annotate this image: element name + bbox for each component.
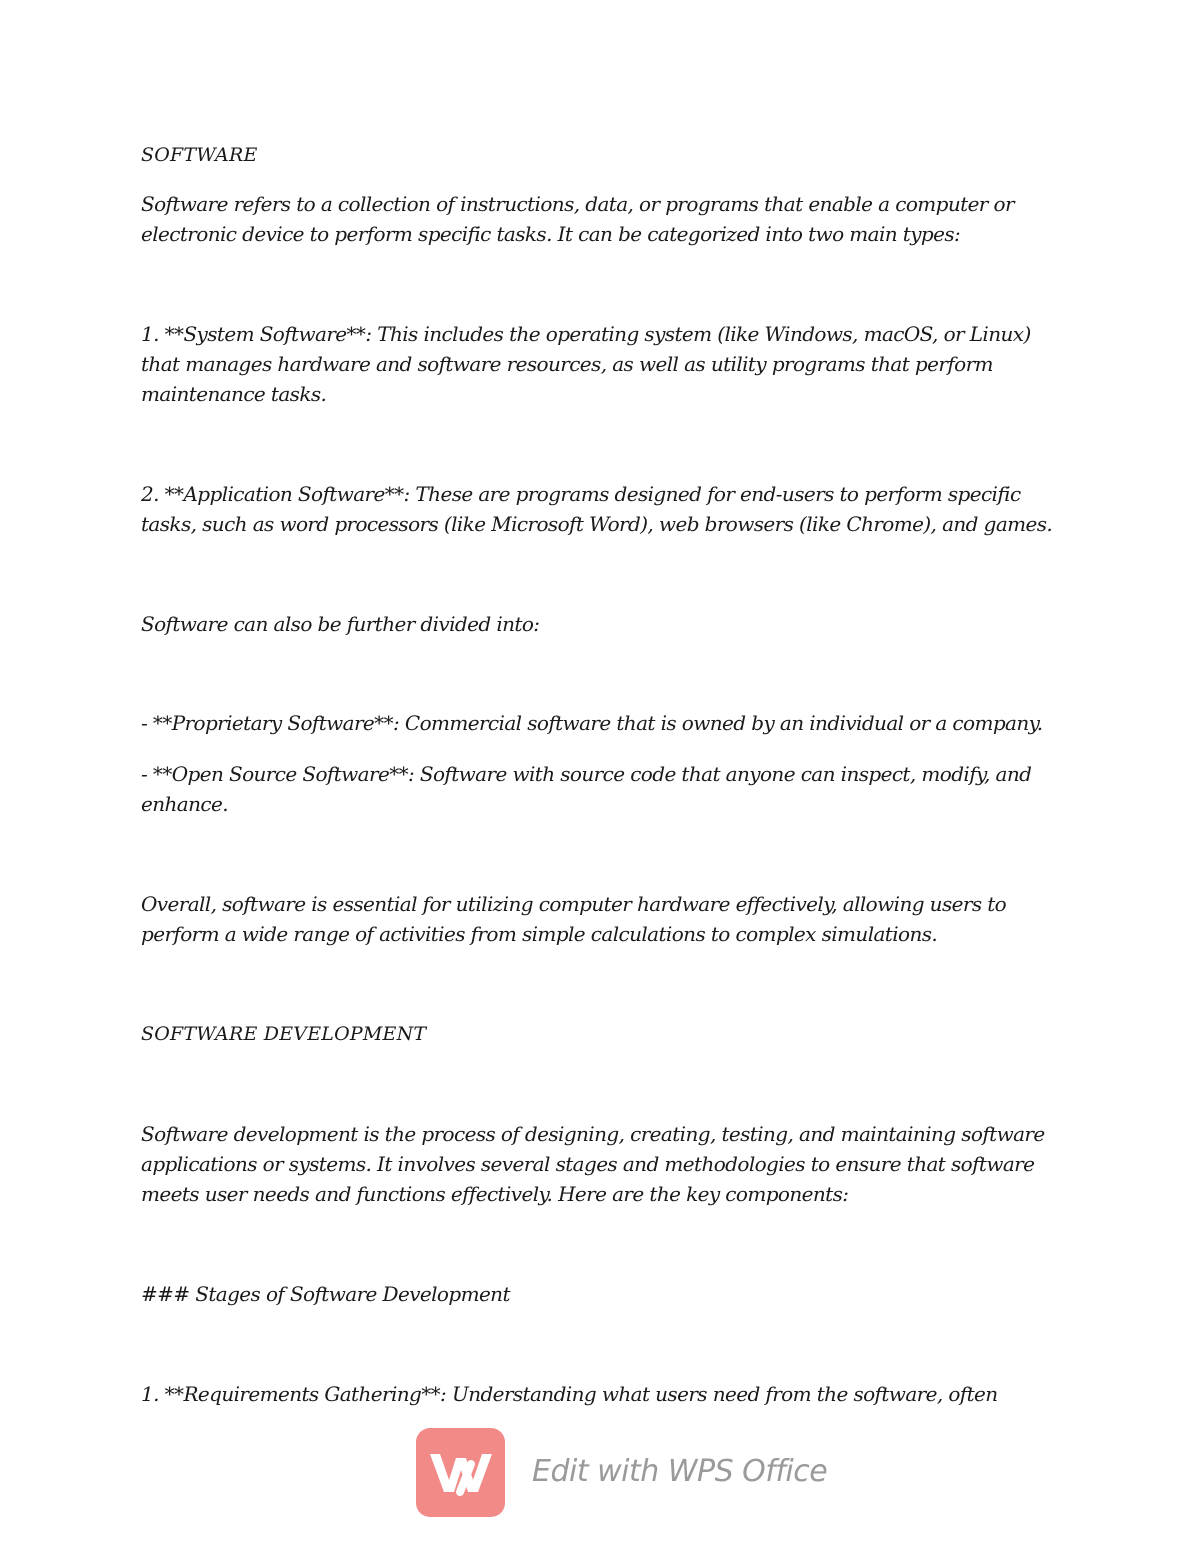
- overall-line-2: perform a wide range of activities from simple calculations to complex simulations.: [141, 922, 938, 946]
- system-software-line-3: maintenance tasks.: [141, 382, 327, 406]
- requirements-line-1: 1. **Requirements Gathering**: Understanding what users need from the software, often: [141, 1382, 998, 1406]
- heading-software: SOFTWARE: [141, 144, 258, 166]
- intro-line-1: Software refers to a collection of instructions, data, or programs that enable a computer or: [141, 192, 1014, 216]
- open-source-line-1: - **Open Source Software**: Software with source code that anyone can inspect, modify, and: [141, 762, 1032, 786]
- application-software-line-1: 2. **Application Software**: These are programs designed for end-users to perform specific: [141, 482, 1021, 506]
- development-line-1: Software development is the process of designing, creating, testing, and maintaining software: [141, 1122, 1045, 1146]
- system-software-line-2: that manages hardware and software resources, as well as utility programs that perform: [141, 352, 993, 376]
- open-source-line-2: enhance.: [141, 792, 228, 816]
- proprietary-software-line: - **Proprietary Software**: Commercial software that is owned by an individual or a company.: [141, 711, 1043, 735]
- intro-line-2: electronic device to perform specific tasks. It can be categorized into two main types:: [141, 222, 961, 246]
- development-line-2: applications or systems. It involves several stages and methodologies to ensure that software: [141, 1152, 1035, 1176]
- divided-into-line: Software can also be further divided into:: [141, 612, 540, 636]
- wps-logo-icon: [416, 1428, 505, 1517]
- overall-line-1: Overall, software is essential for utilizing computer hardware effectively, allowing users to: [141, 892, 1007, 916]
- heading-software-development: SOFTWARE DEVELOPMENT: [141, 1023, 427, 1045]
- development-line-3: meets user needs and functions effectively. Here are the key components:: [141, 1182, 849, 1206]
- system-software-line-1: 1. **System Software**: This includes the operating system (like Windows, macOS, or Linux): [141, 322, 1031, 346]
- stages-heading: ### Stages of Software Development: [141, 1282, 510, 1306]
- wps-watermark[interactable]: [416, 1428, 828, 1520]
- watermark-text: Edit with WPS Office: [532, 1454, 828, 1489]
- application-software-line-2: tasks, such as word processors (like Microsoft Word), web browsers (like Chrome), and games.: [141, 512, 1053, 536]
